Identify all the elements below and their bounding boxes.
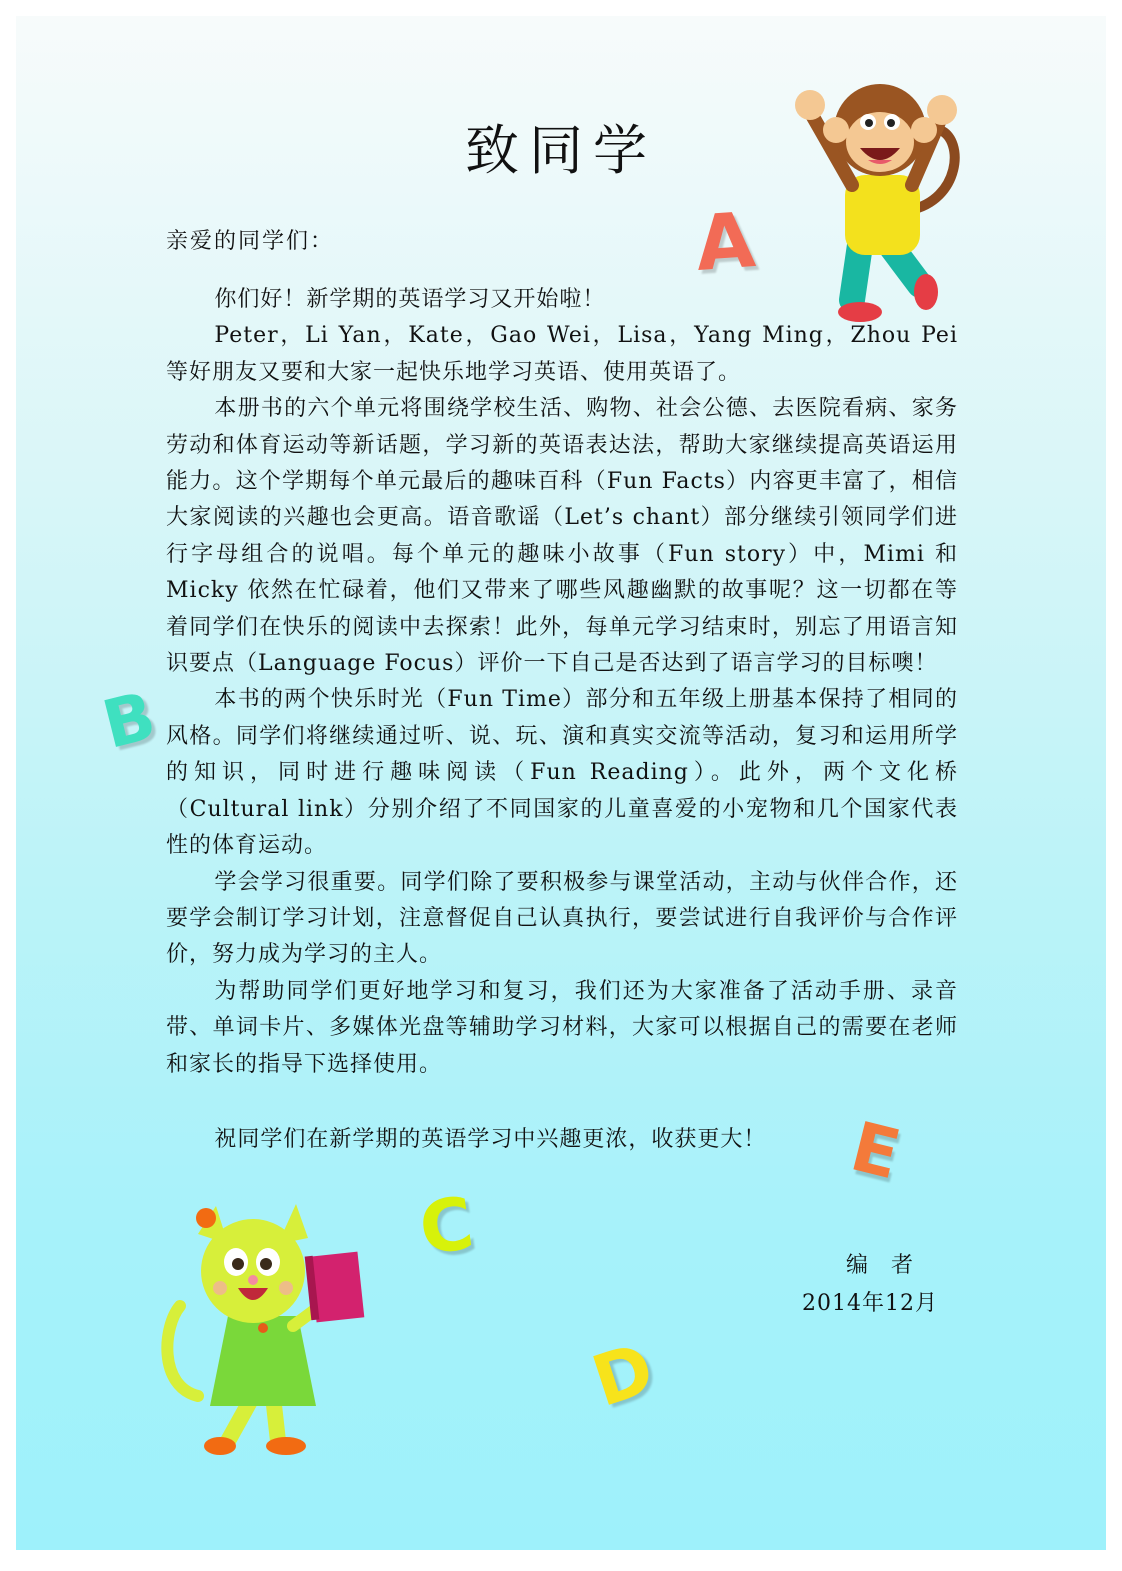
decorative-letter-b: B (95, 677, 163, 764)
signature-editor: 编 者 (846, 1253, 921, 1278)
paragraph-6: 为帮助同学们更好地学习和复习，我们还为大家准备了活动手册、录音带、单词卡片、多媒体光盘等辅助学习材料，大家可以根据自己的需要在老师和家长的指导下选择使用。 (166, 978, 958, 1077)
letter-date: 2014年12月 (802, 1291, 938, 1316)
decorative-letter-e: E (843, 1107, 908, 1196)
decorative-letter-c: C (414, 1180, 479, 1272)
paragraph-3: 本册书的六个单元将围绕学校生活、购物、社会公德、去医院看病、家务劳动和体育运动等新话题，学习新的英语表达法，帮助大家继续提高英语运用能力。这个学期每个单元最后的趣味百科（Fun Facts）内容更丰富了，相信大家阅读的兴趣也会更高。语音歌谣（Let’s chant）部分继续引领同学们进行字母组合的说唱。每个单元的趣味小故事（Fun story）中，Mimi 和 Micky 依然在忙碌着，他们又带来了哪些风趣幽默的故事呢？这一切都在等着同学们在快乐的阅读中去探索！此外，每单元学习结束时，别忘了用语言知识要点（Language Focus）评价一下自己是否达到了语言学习的目标噢！ (166, 396, 958, 677)
paragraph-2: Peter，Li Yan，Kate，Gao Wei，Lisa，Yang Ming，Zhou Pei 等好朋友又要和大家一起快乐地学习英语、使用英语了。 (166, 323, 958, 385)
page-title: 致同学 (465, 119, 657, 182)
closing-line: 祝同学们在新学期的英语学习中兴趣更浓，收获更大！ (214, 1127, 767, 1152)
decorative-letter-a: A (692, 195, 758, 288)
paragraph-1: 你们好！新学期的英语学习又开始啦！ (214, 287, 606, 312)
letter-body (166, 282, 958, 1083)
paragraph-4: 本书的两个快乐时光（Fun Time）部分和五年级上册基本保持了相同的风格。同学们将继续通过听、说、玩、演和真实交流等活动，复习和运用所学的知识，同时进行趣味阅读（Fun Reading）。此外，两个文化桥（Cultural link）分别介绍了不同国家的儿童喜爱的小宠物和几个国家代表性的体育运动。 (166, 687, 958, 859)
decorative-letter-d: D (582, 1327, 664, 1423)
cat-illustration (158, 1196, 378, 1476)
paragraph-5: 学会学习很重要。同学们除了要积极参与课堂活动，主动与伙伴合作，还要学会制订学习计划，注意督促自己认真执行，要尝试进行自我评价与合作评价，努力成为学习的主人。 (166, 869, 958, 968)
greeting-line: 亲爱的同学们： (166, 229, 335, 254)
